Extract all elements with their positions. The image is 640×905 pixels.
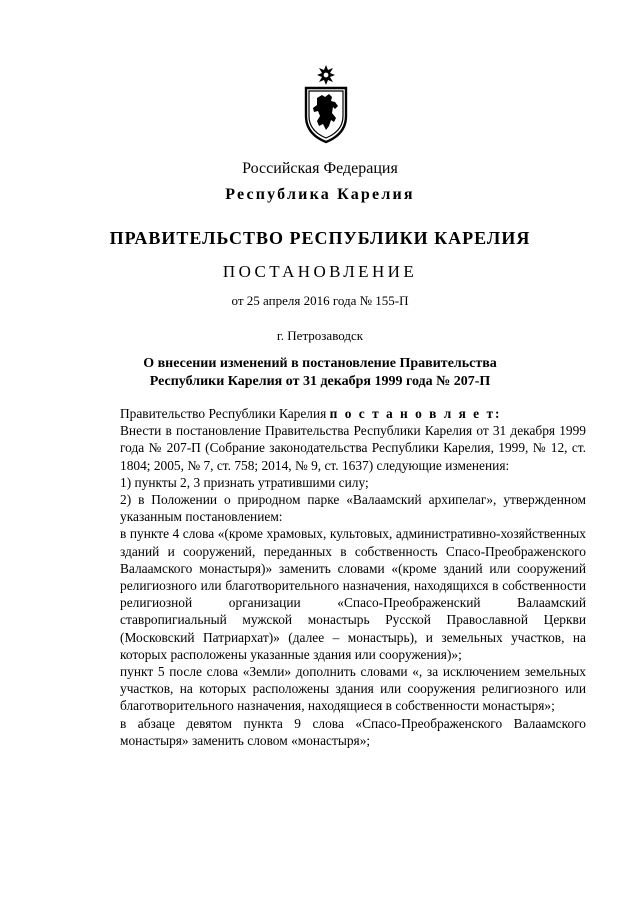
intro-paragraph [120,405,586,422]
title-line-1: О внесении изменений в постановление Правительства [143,356,497,371]
paragraph-point-4: в пункте 4 слова «(кроме храмовых, культовых, административно-хозяйственных зданий и сооружений, переданных в собственность Спасо-Преображенского Валаамского монастыря)» заменить словами «(кроме зданий или сооружений религиозного или благотворительного назначения, находящихся в собственности религиозной организации «Спасо-Преображенский Валаамский ставропигиальный мужской монастырь Русской Православной Церкви (Московский Патриархат)» (далее – монастырь), и земельных участков, на которых расположены указанные здания или сооружения)»; [120,526,586,662]
karelia-coat-of-arms-icon [302,64,350,144]
intro-resolves: п о с т а н о в л я е т: [329,406,502,421]
government-name: ПРАВИТЕЛЬСТВО РЕСПУБЛИКИ КАРЕЛИЯ [109,228,531,248]
document-number: от 25 апреля 2016 года № 155-П [231,293,409,308]
paragraph-item-1: 1) пункты 2, 3 признать утратившими силу; [120,474,369,490]
document-type: ПОСТАНОВЛЕНИЕ [222,262,418,281]
document-title [0,355,640,391]
document-city: г. Петрозаводск [276,328,364,343]
paragraph-point-5: пункт 5 после слова «Земли» дополнить словами «, за исключением земельных участков, на которых расположены здания или сооружения религиозного или благотворительного назначения, находящиеся в собственности монастыря»; [120,664,586,714]
paragraph-point-9: в абзаце девятом пункта 9 слова «Спасо-Преображенского Валаамского монастыря» заменить словом «монастыря»; [120,715,586,748]
document-body [120,405,586,749]
intro-text: Правительство Республики Карелия [120,406,330,421]
republic-name: Республика Карелия [225,186,415,203]
paragraph-item-2: 2) в Положении о природном парке «Валаамский архипелаг», утвержденном указанным постановлением: [120,492,586,525]
country-name: Российская Федерация [242,160,398,177]
paragraph-amend: Внести в постановление Правительства Республики Карелия от 31 декабря 1999 года № 207-П (Собрание законодательства Республики Карелия, 1999, № 12, ст. 1804; 2005, № 7, ст. 758; 2014, № 9, ст. 1637) следующие изменения: [120,423,586,473]
title-line-2: Республики Карелия от 31 декабря 1999 года № 207-П [149,374,491,389]
